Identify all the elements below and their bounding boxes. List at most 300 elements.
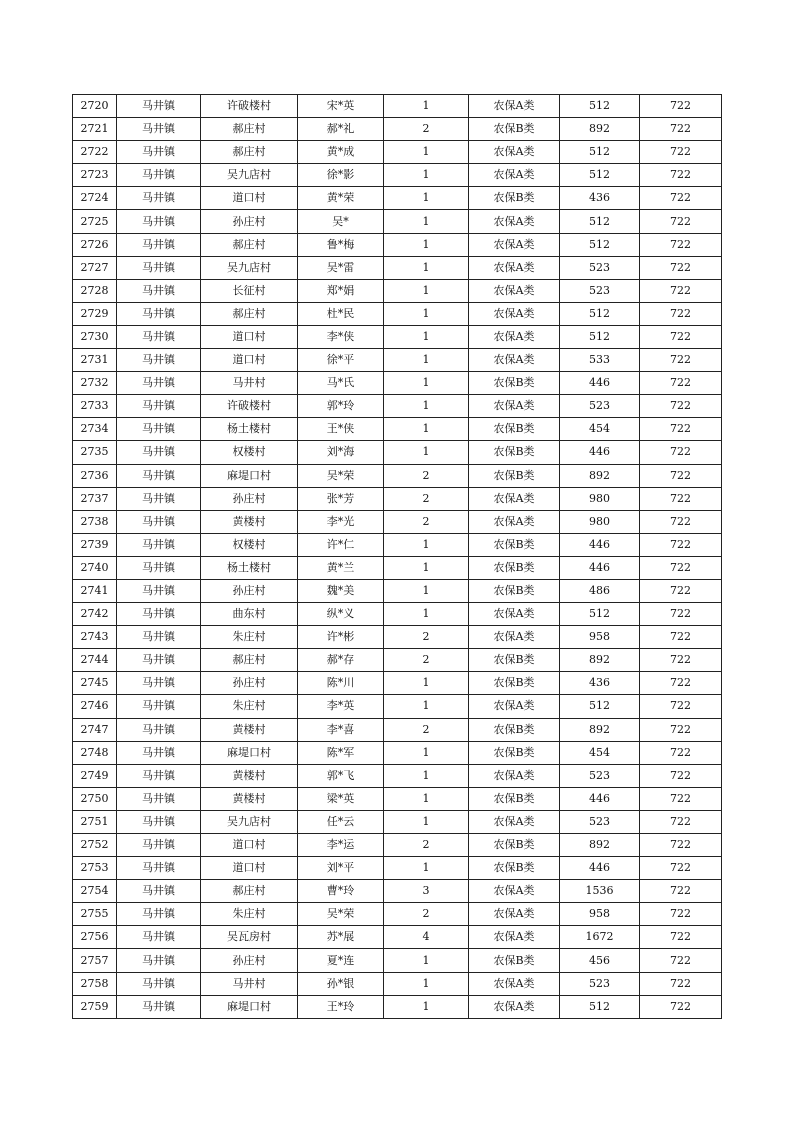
- cell-amount: 512: [560, 325, 640, 348]
- cell-village: 曲东村: [201, 603, 298, 626]
- cell-amount: 892: [560, 118, 640, 141]
- cell-name: 夏*连: [298, 949, 384, 972]
- cell-village: 权楼村: [201, 533, 298, 556]
- cell-row-number: 2758: [73, 972, 117, 995]
- cell-standard: 722: [640, 972, 722, 995]
- cell-household-size: 2: [384, 718, 469, 741]
- cell-amount: 980: [560, 510, 640, 533]
- cell-household-size: 2: [384, 464, 469, 487]
- cell-household-size: 2: [384, 487, 469, 510]
- cell-standard: 722: [640, 556, 722, 579]
- cell-row-number: 2732: [73, 372, 117, 395]
- cell-town: 马井镇: [117, 695, 201, 718]
- cell-town: 马井镇: [117, 95, 201, 118]
- cell-amount: 446: [560, 857, 640, 880]
- cell-town: 马井镇: [117, 487, 201, 510]
- cell-village: 道口村: [201, 834, 298, 857]
- cell-insurance-type: 农保A类: [469, 349, 560, 372]
- table-row: [73, 695, 722, 718]
- cell-insurance-type: 农保A类: [469, 626, 560, 649]
- cell-amount: 523: [560, 764, 640, 787]
- cell-name: 吴*荣: [298, 903, 384, 926]
- cell-town: 马井镇: [117, 672, 201, 695]
- cell-amount: 512: [560, 603, 640, 626]
- table-row: [73, 533, 722, 556]
- cell-village: 黄楼村: [201, 764, 298, 787]
- cell-amount: 454: [560, 741, 640, 764]
- cell-row-number: 2742: [73, 603, 117, 626]
- cell-town: 马井镇: [117, 810, 201, 833]
- cell-town: 马井镇: [117, 972, 201, 995]
- cell-amount: 446: [560, 372, 640, 395]
- cell-household-size: 2: [384, 834, 469, 857]
- cell-household-size: 1: [384, 741, 469, 764]
- cell-household-size: 1: [384, 787, 469, 810]
- cell-insurance-type: 农保B类: [469, 718, 560, 741]
- cell-household-size: 3: [384, 880, 469, 903]
- table-row: [73, 210, 722, 233]
- cell-amount: 523: [560, 810, 640, 833]
- cell-town: 马井镇: [117, 302, 201, 325]
- cell-insurance-type: 农保A类: [469, 95, 560, 118]
- cell-town: 马井镇: [117, 141, 201, 164]
- cell-insurance-type: 农保A类: [469, 233, 560, 256]
- cell-village: 吴瓦房村: [201, 926, 298, 949]
- cell-standard: 722: [640, 649, 722, 672]
- cell-household-size: 1: [384, 279, 469, 302]
- cell-amount: 512: [560, 695, 640, 718]
- cell-row-number: 2751: [73, 810, 117, 833]
- cell-standard: 722: [640, 949, 722, 972]
- cell-village: 麻堤口村: [201, 741, 298, 764]
- cell-town: 马井镇: [117, 603, 201, 626]
- table-row: [73, 649, 722, 672]
- cell-village: 马井村: [201, 972, 298, 995]
- table-row: [73, 579, 722, 602]
- cell-name: 李*喜: [298, 718, 384, 741]
- cell-household-size: 1: [384, 210, 469, 233]
- table-row: [73, 349, 722, 372]
- cell-row-number: 2731: [73, 349, 117, 372]
- cell-standard: 722: [640, 325, 722, 348]
- cell-household-size: 1: [384, 302, 469, 325]
- table-row: [73, 603, 722, 626]
- cell-name: 郝*存: [298, 649, 384, 672]
- cell-insurance-type: 农保B类: [469, 672, 560, 695]
- cell-row-number: 2753: [73, 857, 117, 880]
- cell-amount: 512: [560, 233, 640, 256]
- cell-town: 马井镇: [117, 995, 201, 1018]
- cell-insurance-type: 农保B类: [469, 187, 560, 210]
- cell-town: 马井镇: [117, 210, 201, 233]
- cell-amount: 446: [560, 787, 640, 810]
- cell-name: 许*仁: [298, 533, 384, 556]
- cell-household-size: 1: [384, 95, 469, 118]
- cell-name: 马*氏: [298, 372, 384, 395]
- cell-amount: 892: [560, 834, 640, 857]
- cell-standard: 722: [640, 441, 722, 464]
- cell-row-number: 2748: [73, 741, 117, 764]
- cell-amount: 436: [560, 672, 640, 695]
- cell-name: 李*运: [298, 834, 384, 857]
- cell-name: 刘*平: [298, 857, 384, 880]
- cell-row-number: 2750: [73, 787, 117, 810]
- cell-standard: 722: [640, 187, 722, 210]
- cell-town: 马井镇: [117, 579, 201, 602]
- table-row: [73, 279, 722, 302]
- cell-row-number: 2738: [73, 510, 117, 533]
- cell-standard: 722: [640, 233, 722, 256]
- cell-town: 马井镇: [117, 880, 201, 903]
- cell-village: 杨土楼村: [201, 418, 298, 441]
- cell-village: 长征村: [201, 279, 298, 302]
- cell-row-number: 2735: [73, 441, 117, 464]
- cell-standard: 722: [640, 787, 722, 810]
- cell-amount: 523: [560, 279, 640, 302]
- cell-household-size: 1: [384, 810, 469, 833]
- cell-row-number: 2723: [73, 164, 117, 187]
- table-row: [73, 441, 722, 464]
- cell-standard: 722: [640, 810, 722, 833]
- cell-household-size: 2: [384, 118, 469, 141]
- cell-name: 宋*英: [298, 95, 384, 118]
- cell-amount: 446: [560, 556, 640, 579]
- cell-household-size: 1: [384, 857, 469, 880]
- cell-insurance-type: 农保A类: [469, 995, 560, 1018]
- cell-standard: 722: [640, 672, 722, 695]
- cell-household-size: 1: [384, 349, 469, 372]
- cell-insurance-type: 农保B类: [469, 857, 560, 880]
- cell-household-size: 1: [384, 256, 469, 279]
- cell-amount: 523: [560, 972, 640, 995]
- cell-town: 马井镇: [117, 187, 201, 210]
- cell-village: 杨土楼村: [201, 556, 298, 579]
- cell-insurance-type: 农保B类: [469, 118, 560, 141]
- document-page: [72, 94, 722, 1019]
- cell-name: 郑*娟: [298, 279, 384, 302]
- cell-insurance-type: 农保B类: [469, 464, 560, 487]
- cell-insurance-type: 农保A类: [469, 695, 560, 718]
- cell-town: 马井镇: [117, 279, 201, 302]
- cell-village: 许破楼村: [201, 95, 298, 118]
- cell-row-number: 2752: [73, 834, 117, 857]
- cell-standard: 722: [640, 510, 722, 533]
- table-row: [73, 372, 722, 395]
- cell-name: 任*云: [298, 810, 384, 833]
- cell-insurance-type: 农保A类: [469, 302, 560, 325]
- cell-insurance-type: 农保A类: [469, 325, 560, 348]
- cell-village: 吴九店村: [201, 164, 298, 187]
- cell-standard: 722: [640, 695, 722, 718]
- cell-town: 马井镇: [117, 741, 201, 764]
- cell-household-size: 4: [384, 926, 469, 949]
- table-row: [73, 903, 722, 926]
- cell-amount: 512: [560, 302, 640, 325]
- cell-insurance-type: 农保A类: [469, 279, 560, 302]
- cell-household-size: 1: [384, 695, 469, 718]
- cell-household-size: 2: [384, 649, 469, 672]
- cell-household-size: 1: [384, 395, 469, 418]
- cell-name: 黄*兰: [298, 556, 384, 579]
- cell-village: 朱庄村: [201, 903, 298, 926]
- table-row: [73, 418, 722, 441]
- cell-town: 马井镇: [117, 164, 201, 187]
- cell-amount: 958: [560, 903, 640, 926]
- cell-row-number: 2734: [73, 418, 117, 441]
- cell-name: 陈*军: [298, 741, 384, 764]
- cell-insurance-type: 农保B类: [469, 649, 560, 672]
- cell-standard: 722: [640, 834, 722, 857]
- cell-row-number: 2741: [73, 579, 117, 602]
- cell-insurance-type: 农保A类: [469, 903, 560, 926]
- cell-standard: 722: [640, 926, 722, 949]
- cell-row-number: 2721: [73, 118, 117, 141]
- cell-town: 马井镇: [117, 834, 201, 857]
- cell-village: 郝庄村: [201, 302, 298, 325]
- cell-name: 王*玲: [298, 995, 384, 1018]
- cell-name: 梁*英: [298, 787, 384, 810]
- cell-name: 曹*玲: [298, 880, 384, 903]
- cell-amount: 446: [560, 441, 640, 464]
- cell-row-number: 2724: [73, 187, 117, 210]
- cell-row-number: 2725: [73, 210, 117, 233]
- cell-name: 吴*: [298, 210, 384, 233]
- cell-name: 吴*荣: [298, 464, 384, 487]
- cell-standard: 722: [640, 626, 722, 649]
- cell-village: 孙庄村: [201, 949, 298, 972]
- cell-town: 马井镇: [117, 256, 201, 279]
- cell-insurance-type: 农保B类: [469, 834, 560, 857]
- table-row: [73, 141, 722, 164]
- cell-amount: 446: [560, 533, 640, 556]
- table-row: [73, 395, 722, 418]
- cell-row-number: 2740: [73, 556, 117, 579]
- cell-town: 马井镇: [117, 441, 201, 464]
- cell-amount: 1536: [560, 880, 640, 903]
- subsidy-table: [72, 94, 722, 1019]
- cell-row-number: 2727: [73, 256, 117, 279]
- cell-name: 陈*川: [298, 672, 384, 695]
- cell-standard: 722: [640, 372, 722, 395]
- cell-name: 李*光: [298, 510, 384, 533]
- table-row: [73, 187, 722, 210]
- cell-town: 马井镇: [117, 764, 201, 787]
- cell-village: 黄楼村: [201, 787, 298, 810]
- cell-name: 黄*荣: [298, 187, 384, 210]
- cell-village: 麻堤口村: [201, 464, 298, 487]
- cell-insurance-type: 农保B类: [469, 418, 560, 441]
- cell-town: 马井镇: [117, 418, 201, 441]
- table-row: [73, 995, 722, 1018]
- cell-household-size: 2: [384, 510, 469, 533]
- table-row: [73, 741, 722, 764]
- cell-standard: 722: [640, 603, 722, 626]
- cell-town: 马井镇: [117, 464, 201, 487]
- cell-standard: 722: [640, 210, 722, 233]
- cell-village: 许破楼村: [201, 395, 298, 418]
- cell-village: 黄楼村: [201, 718, 298, 741]
- table-row: [73, 325, 722, 348]
- cell-row-number: 2757: [73, 949, 117, 972]
- cell-standard: 722: [640, 741, 722, 764]
- table-row: [73, 880, 722, 903]
- cell-row-number: 2754: [73, 880, 117, 903]
- cell-name: 纵*义: [298, 603, 384, 626]
- table-row: [73, 857, 722, 880]
- cell-amount: 436: [560, 187, 640, 210]
- cell-household-size: 1: [384, 556, 469, 579]
- cell-standard: 722: [640, 764, 722, 787]
- table-row: [73, 787, 722, 810]
- cell-insurance-type: 农保A类: [469, 210, 560, 233]
- cell-insurance-type: 农保B类: [469, 579, 560, 602]
- cell-row-number: 2746: [73, 695, 117, 718]
- cell-household-size: 1: [384, 764, 469, 787]
- cell-town: 马井镇: [117, 372, 201, 395]
- cell-row-number: 2744: [73, 649, 117, 672]
- cell-standard: 722: [640, 349, 722, 372]
- table-row: [73, 764, 722, 787]
- cell-name: 许*彬: [298, 626, 384, 649]
- cell-row-number: 2756: [73, 926, 117, 949]
- cell-amount: 533: [560, 349, 640, 372]
- table-row: [73, 464, 722, 487]
- cell-insurance-type: 农保A类: [469, 141, 560, 164]
- cell-town: 马井镇: [117, 533, 201, 556]
- table-row: [73, 926, 722, 949]
- cell-village: 朱庄村: [201, 626, 298, 649]
- cell-insurance-type: 农保A类: [469, 256, 560, 279]
- cell-household-size: 1: [384, 325, 469, 348]
- cell-row-number: 2722: [73, 141, 117, 164]
- cell-village: 吴九店村: [201, 256, 298, 279]
- cell-standard: 722: [640, 95, 722, 118]
- cell-row-number: 2733: [73, 395, 117, 418]
- cell-town: 马井镇: [117, 395, 201, 418]
- table-row: [73, 487, 722, 510]
- cell-village: 权楼村: [201, 441, 298, 464]
- cell-standard: 722: [640, 256, 722, 279]
- cell-standard: 722: [640, 718, 722, 741]
- table-row: [73, 233, 722, 256]
- cell-name: 黄*成: [298, 141, 384, 164]
- cell-row-number: 2755: [73, 903, 117, 926]
- cell-amount: 456: [560, 949, 640, 972]
- cell-row-number: 2743: [73, 626, 117, 649]
- cell-name: 王*侠: [298, 418, 384, 441]
- cell-village: 郝庄村: [201, 880, 298, 903]
- cell-insurance-type: 农保A类: [469, 164, 560, 187]
- cell-row-number: 2759: [73, 995, 117, 1018]
- cell-town: 马井镇: [117, 649, 201, 672]
- cell-household-size: 1: [384, 418, 469, 441]
- cell-household-size: 1: [384, 141, 469, 164]
- cell-standard: 722: [640, 418, 722, 441]
- cell-village: 道口村: [201, 349, 298, 372]
- cell-village: 郝庄村: [201, 233, 298, 256]
- cell-name: 孙*银: [298, 972, 384, 995]
- cell-row-number: 2729: [73, 302, 117, 325]
- cell-household-size: 1: [384, 164, 469, 187]
- cell-standard: 722: [640, 487, 722, 510]
- cell-insurance-type: 农保A类: [469, 810, 560, 833]
- cell-insurance-type: 农保A类: [469, 880, 560, 903]
- cell-amount: 512: [560, 210, 640, 233]
- cell-standard: 722: [640, 302, 722, 325]
- cell-insurance-type: 农保A类: [469, 926, 560, 949]
- cell-amount: 892: [560, 464, 640, 487]
- cell-insurance-type: 农保B类: [469, 787, 560, 810]
- table-row: [73, 95, 722, 118]
- table-row: [73, 834, 722, 857]
- table-row: [73, 626, 722, 649]
- table-row: [73, 972, 722, 995]
- cell-amount: 523: [560, 395, 640, 418]
- table-row: [73, 256, 722, 279]
- cell-name: 鲁*梅: [298, 233, 384, 256]
- cell-town: 马井镇: [117, 556, 201, 579]
- cell-amount: 512: [560, 141, 640, 164]
- cell-household-size: 1: [384, 972, 469, 995]
- cell-town: 马井镇: [117, 787, 201, 810]
- cell-name: 魏*美: [298, 579, 384, 602]
- cell-household-size: 1: [384, 187, 469, 210]
- cell-name: 徐*平: [298, 349, 384, 372]
- cell-village: 孙庄村: [201, 210, 298, 233]
- cell-village: 黄楼村: [201, 510, 298, 533]
- cell-row-number: 2728: [73, 279, 117, 302]
- cell-village: 孙庄村: [201, 579, 298, 602]
- cell-household-size: 1: [384, 372, 469, 395]
- cell-town: 马井镇: [117, 325, 201, 348]
- cell-village: 郝庄村: [201, 118, 298, 141]
- cell-village: 郝庄村: [201, 141, 298, 164]
- cell-standard: 722: [640, 164, 722, 187]
- cell-household-size: 1: [384, 533, 469, 556]
- table-row: [73, 718, 722, 741]
- cell-insurance-type: 农保A类: [469, 487, 560, 510]
- cell-row-number: 2745: [73, 672, 117, 695]
- cell-town: 马井镇: [117, 926, 201, 949]
- cell-village: 马井村: [201, 372, 298, 395]
- cell-insurance-type: 农保B类: [469, 556, 560, 579]
- cell-village: 朱庄村: [201, 695, 298, 718]
- cell-name: 李*英: [298, 695, 384, 718]
- table-row: [73, 810, 722, 833]
- cell-name: 吴*雷: [298, 256, 384, 279]
- cell-household-size: 2: [384, 903, 469, 926]
- cell-name: 李*侠: [298, 325, 384, 348]
- cell-insurance-type: 农保A类: [469, 603, 560, 626]
- cell-village: 吴九店村: [201, 810, 298, 833]
- cell-name: 徐*影: [298, 164, 384, 187]
- cell-row-number: 2737: [73, 487, 117, 510]
- cell-insurance-type: 农保A类: [469, 395, 560, 418]
- cell-village: 道口村: [201, 857, 298, 880]
- cell-row-number: 2720: [73, 95, 117, 118]
- cell-amount: 1672: [560, 926, 640, 949]
- cell-amount: 512: [560, 164, 640, 187]
- cell-amount: 454: [560, 418, 640, 441]
- cell-household-size: 1: [384, 233, 469, 256]
- cell-household-size: 1: [384, 441, 469, 464]
- cell-amount: 980: [560, 487, 640, 510]
- cell-row-number: 2736: [73, 464, 117, 487]
- cell-insurance-type: 农保B类: [469, 741, 560, 764]
- cell-amount: 958: [560, 626, 640, 649]
- cell-insurance-type: 农保B类: [469, 441, 560, 464]
- cell-amount: 892: [560, 649, 640, 672]
